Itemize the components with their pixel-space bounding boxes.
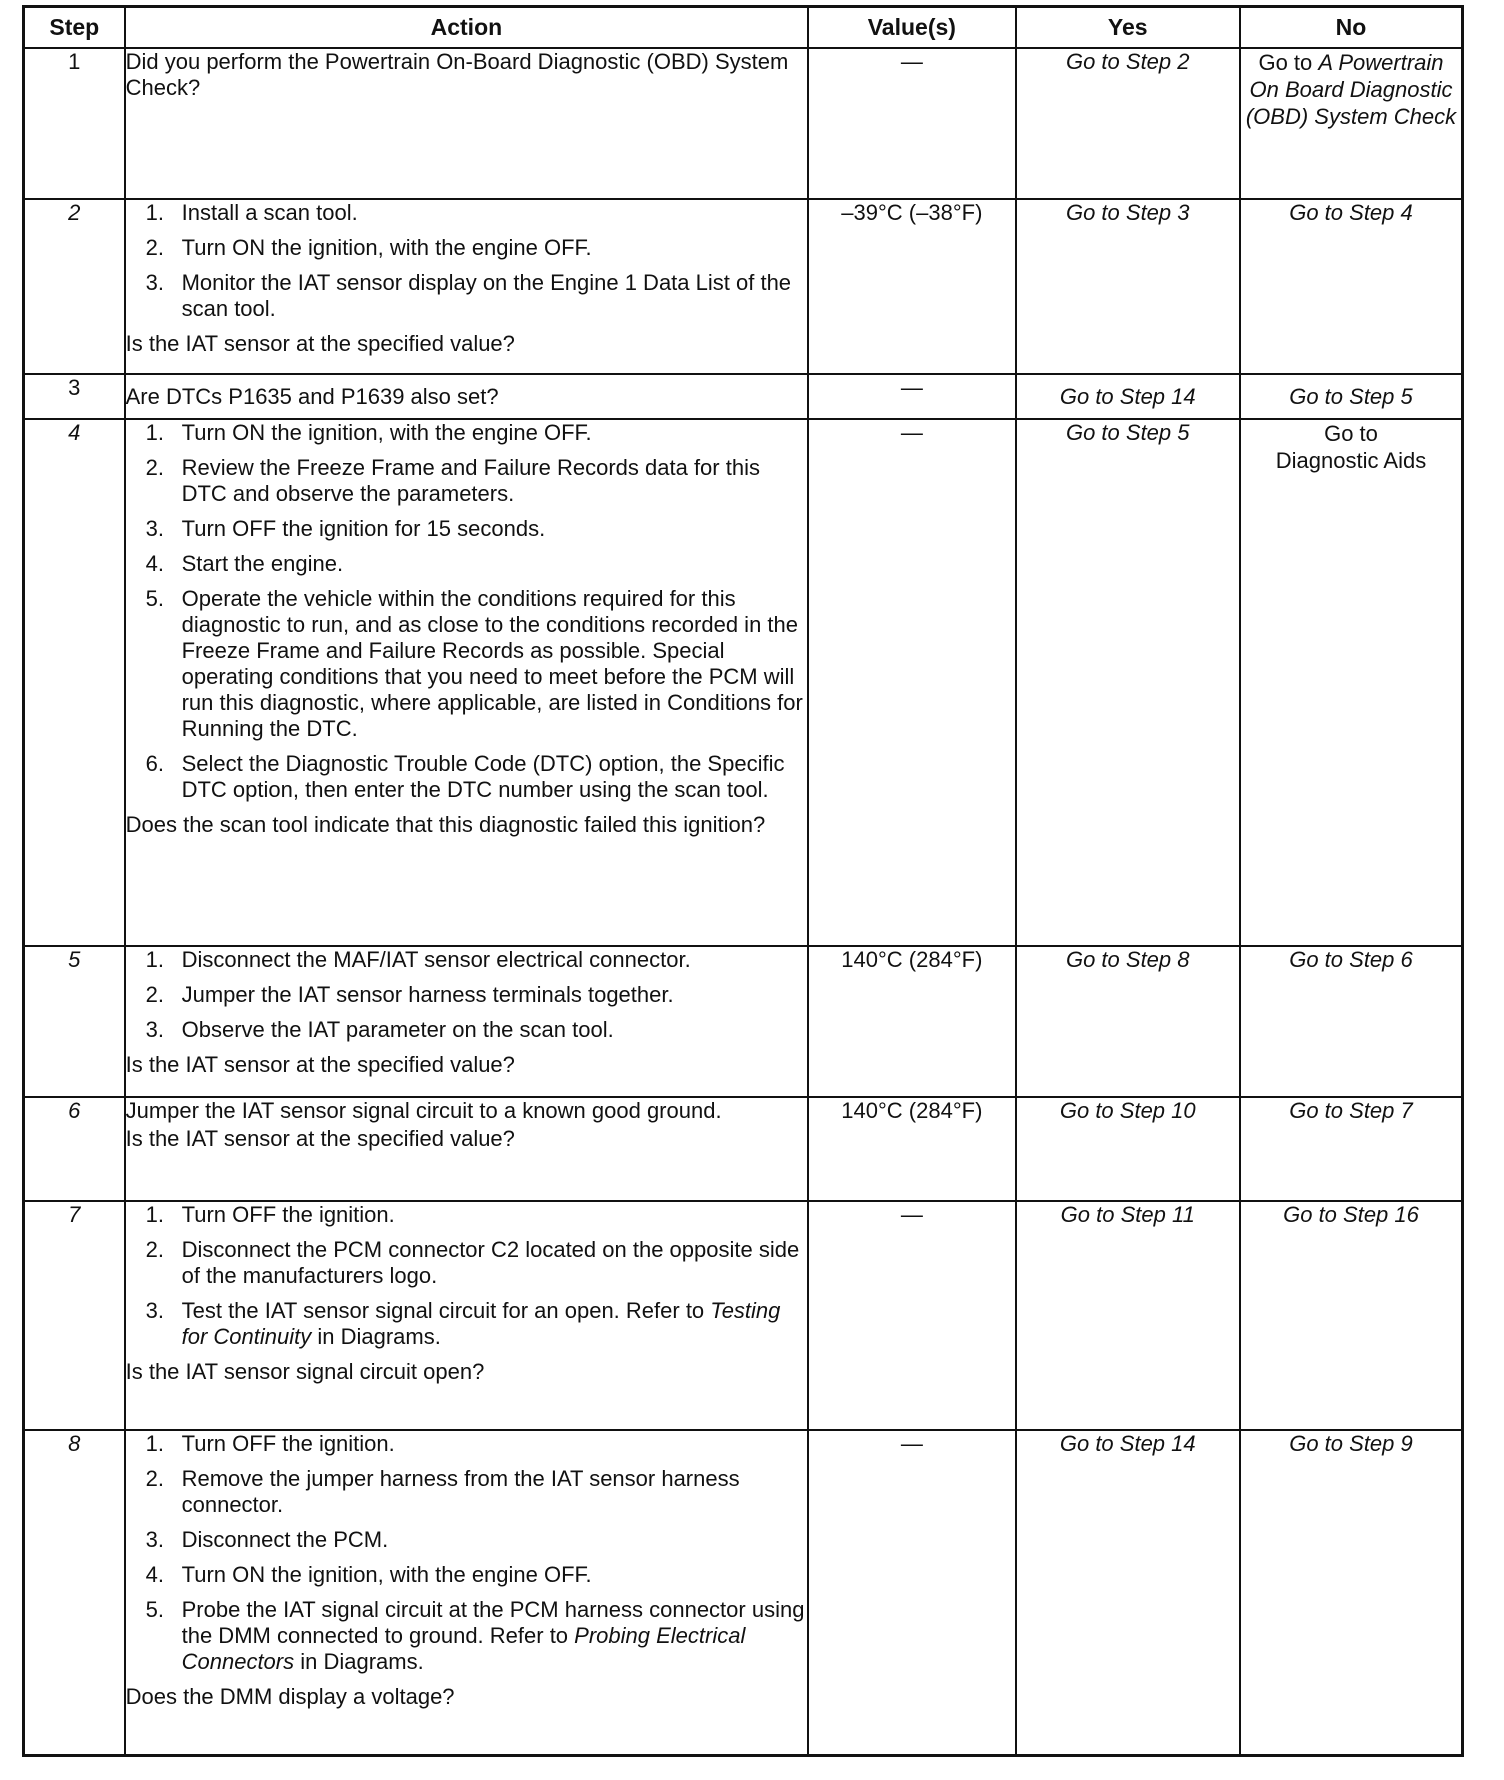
substep	[126, 1431, 808, 1457]
substep-text: Monitor the IAT sensor display on the Engine 1 Data List of the scan tool.	[181, 270, 792, 322]
diagnostic-table	[22, 5, 1464, 1757]
no-link: A Powertrain On Board Diagnostic (OBD) System Check	[1245, 50, 1457, 129]
substep	[126, 751, 808, 803]
substep-number: 2.	[145, 235, 164, 261]
value-cell: —	[808, 1201, 1015, 1430]
substep-text: Turn OFF the ignition.	[181, 1201, 395, 1227]
action-cell	[125, 374, 809, 418]
substep-text: Probe the IAT signal circuit at the PCM harness connector using the DMM connected to ground. Refer to	[181, 1596, 805, 1648]
value-cell: —	[808, 48, 1015, 199]
substep-number: 1.	[145, 1430, 164, 1456]
substep-number: 1.	[145, 200, 164, 226]
yes-cell: Go to Step 8	[1016, 946, 1240, 1096]
action-cell	[125, 199, 809, 374]
step-number: 7	[24, 1201, 125, 1430]
action-question: Is the IAT sensor signal circuit open?	[125, 1358, 485, 1384]
substep-text: Observe the IAT parameter on the scan tool.	[181, 1017, 614, 1043]
table-row	[24, 199, 1463, 374]
action-cell	[125, 1201, 809, 1430]
substep-text: Test the IAT sensor signal circuit for an open. Refer to	[181, 1297, 711, 1323]
no-cell: Go to Step 7	[1240, 1097, 1463, 1201]
substep-number: 5.	[145, 1596, 164, 1622]
action-question: Is the IAT sensor at the specified value?	[125, 331, 515, 357]
substep-text-tail: in Diagrams.	[311, 1323, 441, 1349]
substep-number: 6.	[145, 750, 164, 776]
substep-number: 4.	[145, 1561, 164, 1587]
yes-cell: Go to Step 3	[1016, 199, 1240, 374]
step-number: 5	[24, 946, 125, 1096]
substep-text: Turn OFF the ignition for 15 seconds.	[181, 515, 546, 541]
substep-number: 3.	[145, 270, 164, 296]
substep-number: 3.	[145, 1017, 164, 1043]
substep-number: 2.	[145, 1236, 164, 1262]
action-text: Are DTCs P1635 and P1639 also set?	[125, 383, 499, 409]
substep-number: 2.	[145, 1465, 164, 1491]
action-cell	[125, 48, 809, 199]
substep-text: Remove the jumper harness from the IAT sensor harness connector.	[181, 1465, 740, 1517]
no-cell: Go to Step 9	[1240, 1430, 1463, 1756]
substep-number: 3.	[145, 1297, 164, 1323]
value-cell: –39°C (–38°F)	[808, 199, 1015, 374]
reference-link[interactable]: Testing for Continuity	[181, 1297, 781, 1349]
substep	[126, 235, 808, 261]
action-cell	[125, 419, 809, 947]
no-prefix: Go to	[1258, 50, 1319, 75]
action-cell	[125, 1097, 809, 1201]
value-cell: —	[808, 374, 1015, 418]
table-row	[24, 374, 1463, 418]
header-step: Step	[24, 7, 125, 49]
table-row	[24, 1201, 1463, 1430]
substep-text: Disconnect the PCM connector C2 located on the opposite side of the manufacturers logo.	[181, 1236, 800, 1288]
substep-number: 1.	[145, 419, 164, 445]
no-cell: Go to Step 4	[1240, 199, 1463, 374]
yes-cell: Go to Step 11	[1016, 1201, 1240, 1430]
substep-list	[126, 1431, 808, 1675]
substep-text: Turn OFF the ignition.	[181, 1430, 395, 1456]
table-row	[24, 1097, 1463, 1201]
action-text: Did you perform the Powertrain On-Board Diagnostic (OBD) System Check?	[125, 49, 789, 100]
substep	[126, 982, 808, 1008]
substep	[126, 420, 808, 446]
substep	[126, 1202, 808, 1228]
table-row	[24, 419, 1463, 947]
substep-number: 2.	[145, 982, 164, 1008]
yes-cell: Go to Step 5	[1016, 419, 1240, 947]
step-number: 4	[24, 419, 125, 947]
header-action: Action	[125, 7, 809, 49]
substep	[126, 1562, 808, 1588]
value-cell: —	[808, 419, 1015, 947]
substep-text: Select the Diagnostic Trouble Code (DTC) option, the Specific DTC option, then enter the DTC number using the scan tool.	[181, 750, 785, 802]
no-cell	[1240, 419, 1463, 947]
substep-text-tail: in Diagrams.	[294, 1648, 424, 1674]
action-cell	[125, 946, 809, 1096]
action-cell	[125, 1430, 809, 1756]
no-cell: Go to Step 5	[1240, 374, 1463, 418]
substep-text: Install a scan tool.	[181, 200, 358, 226]
substep	[126, 270, 808, 322]
substep-number: 4.	[145, 550, 164, 576]
substep	[126, 1237, 808, 1289]
substep	[126, 1527, 808, 1553]
reference-link[interactable]: Probing Electrical Connectors	[181, 1622, 746, 1674]
substep-list	[126, 1202, 808, 1350]
substep-number: 5.	[145, 585, 164, 611]
substep	[126, 1298, 808, 1350]
no-cell	[1240, 48, 1463, 199]
substep-text: Jumper the IAT sensor harness terminals together.	[181, 982, 674, 1008]
table-row	[24, 1430, 1463, 1756]
substep-text: Disconnect the MAF/IAT sensor electrical connector.	[181, 947, 691, 973]
header-row	[24, 7, 1463, 49]
yes-cell: Go to Step 10	[1016, 1097, 1240, 1201]
substep	[126, 1017, 808, 1043]
substep-text: Turn ON the ignition, with the engine OFF.	[181, 1561, 592, 1587]
substep-number: 3.	[145, 515, 164, 541]
step-number: 1	[24, 48, 125, 199]
substep	[126, 586, 808, 742]
value-cell: 140°C (284°F)	[808, 946, 1015, 1096]
substep	[126, 455, 808, 507]
substep-number: 3.	[145, 1526, 164, 1552]
no-cell: Go to Step 6	[1240, 946, 1463, 1096]
no-line-2: Diagnostic Aids	[1275, 447, 1427, 473]
value-cell: 140°C (284°F)	[808, 1097, 1015, 1201]
yes-cell: Go to Step 14	[1016, 374, 1240, 418]
header-no: No	[1240, 7, 1463, 49]
substep-list	[126, 420, 808, 803]
action-question: Is the IAT sensor at the specified value?	[125, 1052, 515, 1078]
action-question: Does the DMM display a voltage?	[125, 1683, 455, 1709]
header-value: Value(s)	[808, 7, 1015, 49]
action-text: Jumper the IAT sensor signal circuit to a known good ground.	[125, 1097, 722, 1123]
step-number: 2	[24, 199, 125, 374]
action-question: Does the scan tool indicate that this diagnostic failed this ignition?	[125, 811, 766, 837]
step-number: 6	[24, 1097, 125, 1201]
substep	[126, 1466, 808, 1518]
step-number: 8	[24, 1430, 125, 1756]
substep	[126, 516, 808, 542]
no-line-1: Go to	[1324, 420, 1378, 446]
substep	[126, 947, 808, 973]
substep-text: Turn ON the ignition, with the engine OFF.	[181, 235, 592, 261]
substep-text: Operate the vehicle within the conditions required for this diagnostic to run, and as close to the conditions recorded in the Freeze Frame and Failure Records as possible. Special operating conditions that you need to meet before the PCM will run this diagnostic, where applicable, are listed in Conditions for Running the DTC.	[181, 585, 803, 741]
yes-cell: Go to Step 14	[1016, 1430, 1240, 1756]
table-row	[24, 946, 1463, 1096]
substep-text: Start the engine.	[181, 550, 344, 576]
header-yes: Yes	[1016, 7, 1240, 49]
substep-text: Turn ON the ignition, with the engine OFF.	[181, 419, 592, 445]
substep-number: 2.	[145, 454, 164, 480]
substep-number: 1.	[145, 947, 164, 973]
substep	[126, 1597, 808, 1675]
yes-cell: Go to Step 2	[1016, 48, 1240, 199]
substep-text: Review the Freeze Frame and Failure Records data for this DTC and observe the parameters.	[181, 454, 760, 506]
substep-list	[126, 200, 808, 322]
step-number: 3	[24, 374, 125, 418]
substep-number: 1.	[145, 1201, 164, 1227]
substep-list	[126, 947, 808, 1043]
table-row	[24, 48, 1463, 199]
substep	[126, 551, 808, 577]
no-cell: Go to Step 16	[1240, 1201, 1463, 1430]
action-question: Is the IAT sensor at the specified value?	[125, 1125, 515, 1151]
substep-text: Disconnect the PCM.	[181, 1526, 389, 1552]
substep	[126, 200, 808, 226]
value-cell: —	[808, 1430, 1015, 1756]
